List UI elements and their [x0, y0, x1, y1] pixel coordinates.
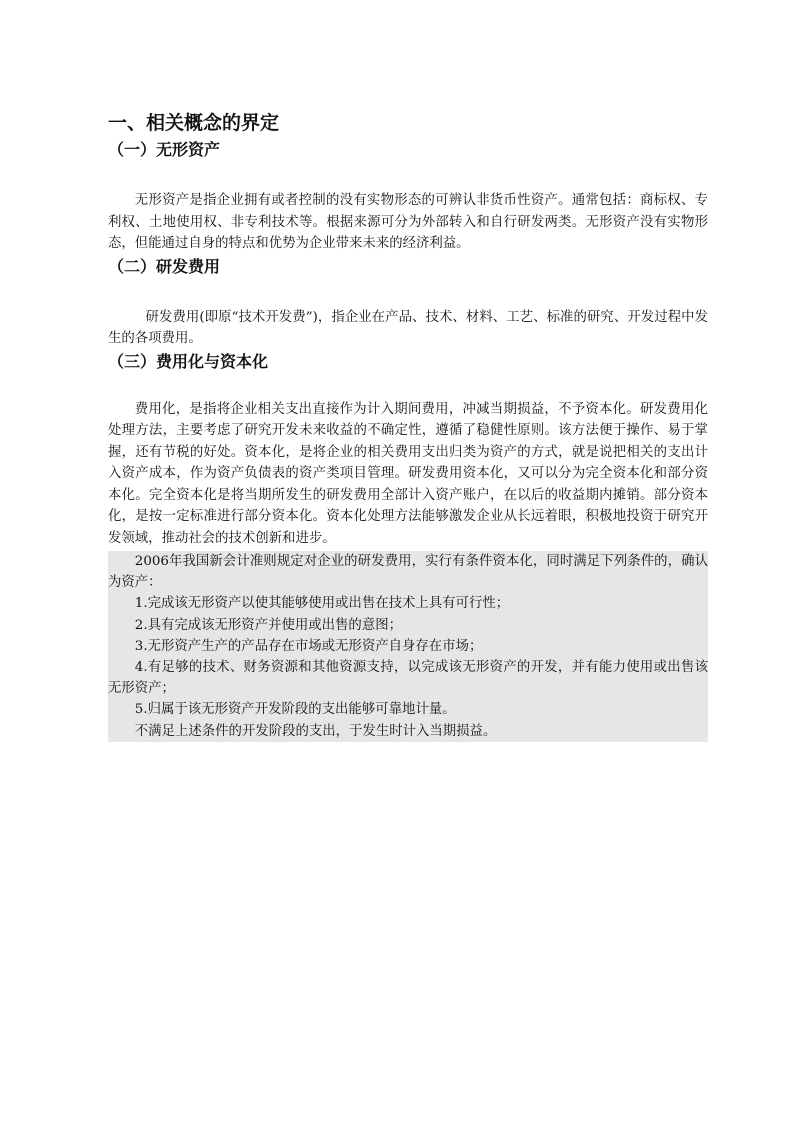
condition-item: 4.有足够的技术、财务资源和其他资源支持，以完成该无形资产的开发，并有能力使用或出售该无形资产；	[108, 660, 708, 697]
condition-item: 2.具有完成该无形资产并使用或出售的意图；	[134, 617, 402, 633]
paragraph-expensing-capitalization: 费用化，是指将企业相关支出直接作为计入期间费用，冲减当期损益，不予资本化。研发费用化处理方法，主要考虑了研究开发未来收益的不确定性，遵循了稳健性原则。该方法便于操作、易于掌握，还有节税的好处。资本化，是将企业的相关费用支出归类为资产的方式，就是说把相关的支出计入资产成本，作为资产负债表的资产类项目管理。研发费用资本化，又可以分为完全资本化和部分资本化。完全资本化是将当期所发生的研发费用全部计入资产账户，在以后的收益期内摊销。部分资本化，是按一定标准进行部分资本化。资本化处理方法能够激发企业从长远着眼，积极地投资于研究开发领域，推动社会的技术创新和进步。	[108, 401, 708, 546]
document-body	[108, 108, 708, 742]
condition-item: 1.完成该无形资产以使其能够使用或出售在技术上具有可行性；	[134, 596, 510, 612]
shaded-conditions-block	[108, 551, 708, 742]
paragraph-intangible-assets: 无形资产是指企业拥有或者控制的没有实物形态的可辨认非货币性资产。通常包括：商标权、专利权、土地使用权、非专利技术等。根据来源可分为外部转入和自行研发两类。无形资产没有实物形态，但能通过自身的特点和优势为企业带来未来的经济利益。	[108, 193, 708, 251]
section-heading-rd-expenses: （二）研发费用	[108, 256, 221, 276]
conditions-closing: 不满足上述条件的开发阶段的支出，于发生时计入当期损益。	[134, 723, 497, 739]
chapter-title: 一、相关概念的界定	[108, 112, 280, 134]
condition-item: 3.无形资产生产的产品存在市场或无形资产自身存在市场；	[134, 638, 483, 654]
section-heading-intangible-assets: （一）无形资产	[108, 140, 221, 159]
conditions-intro: 2006年我国新会计准则规定对企业的研发费用，实行有条件资本化，同时满足下列条件的，确认为资产：	[108, 554, 708, 591]
condition-item: 5.归属于该无形资产开发阶段的支出能够可靠地计量。	[134, 702, 456, 718]
section-heading-expensing-capitalization: （三）费用化与资本化	[108, 351, 269, 371]
paragraph-rd-expenses: 研发费用(即原“技术开发费”)，指企业在产品、技术、材料、工艺、标准的研究、开发过程中发生的各项费用。	[108, 309, 708, 346]
